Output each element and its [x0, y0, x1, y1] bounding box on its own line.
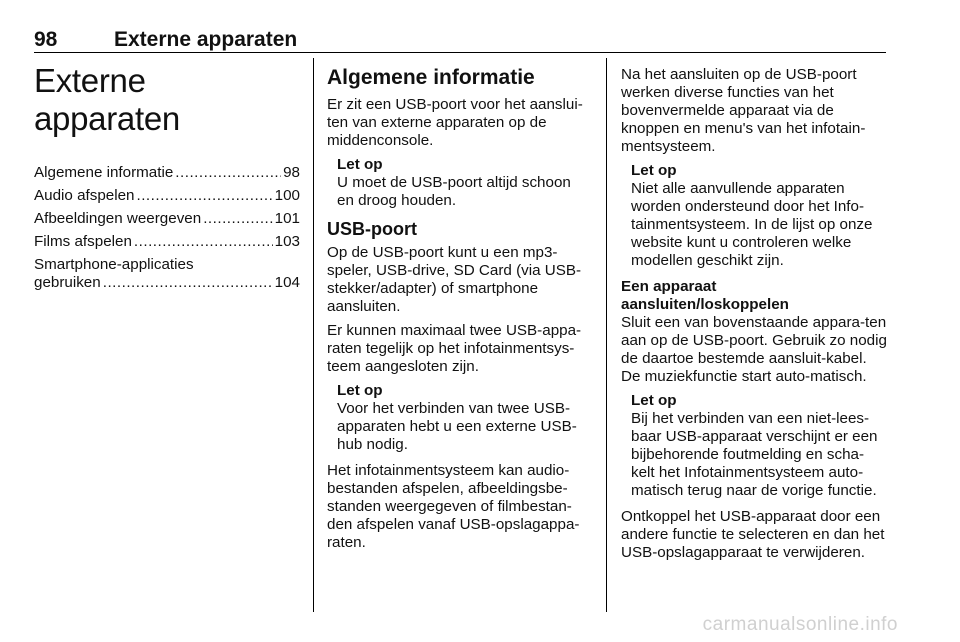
toc-entry-page: 101 — [274, 210, 300, 227]
note-text: Bij het verbinden van een niet-lees-baar USB-apparaat verschijnt er een bijbehorende foutmelding en scha-kelt het Infotainmentsysteem auto-matisch terug naar de vorige functie. — [631, 410, 878, 499]
toc-leader — [203, 210, 272, 228]
page-header — [34, 28, 886, 52]
section-heading: Algemene informatie — [327, 66, 535, 89]
chapter-title: Externe apparaten — [34, 62, 180, 137]
note-label: Let op — [337, 156, 383, 173]
toc-entry-label: Audio afspelen — [34, 187, 135, 204]
toc-entry-label: Films afspelen — [34, 233, 132, 250]
header-rule — [34, 52, 886, 53]
note-label: Let op — [631, 162, 677, 179]
toc-entry[interactable] — [34, 256, 300, 292]
running-title: Externe apparaten — [114, 28, 298, 51]
toc-entry[interactable] — [34, 164, 300, 182]
paragraph: Het infotainmentsysteem kan audio-bestanden afspelen, afbeeldingsbe-standen weergegeven of filmbestan-den afspelen vanaf USB-opslagappa-raten. — [327, 462, 580, 551]
subsection-heading: Een apparaat aansluiten/loskoppelen — [621, 278, 789, 313]
note-block — [631, 162, 887, 270]
table-of-contents — [34, 164, 300, 292]
note-text: U moet de USB-poort altijd schoon en droog houden. — [337, 174, 571, 209]
toc-entry[interactable] — [34, 233, 300, 251]
note-label: Let op — [631, 392, 677, 409]
toc-entry-page: 100 — [274, 187, 300, 204]
toc-entry-label-line2: gebruiken — [34, 274, 101, 291]
watermark: carmanualsonline.info — [702, 614, 898, 635]
column-divider — [313, 58, 314, 612]
column-2 — [327, 58, 591, 558]
toc-entry-label: Afbeeldingen weergeven — [34, 210, 202, 227]
note-block — [337, 382, 591, 454]
toc-entry-page: 103 — [274, 233, 300, 250]
paragraph: Op de USB-poort kunt u een mp3-speler, USB-drive, SD Card (via USB-stekker/adapter) of smartphone aansluiten. — [327, 244, 582, 315]
toc-entry[interactable] — [34, 187, 300, 205]
toc-leader — [136, 187, 272, 205]
page-number: 98 — [34, 28, 58, 51]
toc-entry-label-line1: Smartphone-applicaties — [34, 256, 194, 273]
toc-leader — [175, 164, 281, 182]
paragraph: Na het aansluiten op de USB-poort werken diverse functies van het bovenvermelde apparaat via de knoppen en menu's van het infotain-mentsysteem. — [621, 66, 866, 155]
paragraph: Er kunnen maximaal twee USB-appa-raten tegelijk op het infotainmentsys-teem aangesloten zijn. — [327, 322, 582, 375]
toc-entry[interactable] — [34, 210, 300, 228]
column-divider — [606, 58, 607, 612]
toc-entry-page: 98 — [283, 164, 300, 181]
column-toc — [34, 58, 300, 297]
toc-leader — [134, 233, 273, 251]
note-block — [631, 392, 887, 500]
toc-entry-label: Algemene informatie — [34, 164, 174, 181]
toc-entry-page: 104 — [274, 274, 300, 291]
note-text: Voor het verbinden van twee USB-apparaten hebt u een externe USB-hub nodig. — [337, 400, 577, 453]
note-label: Let op — [337, 382, 383, 399]
toc-leader — [103, 274, 273, 292]
paragraph: Sluit een van bovenstaande appara-ten aan op de USB-poort. Gebruik zo nodig de daartoe bestemde aansluit-kabel. De muziekfunctie start auto-matisch. — [621, 314, 887, 385]
subsection-heading: USB-poort — [327, 219, 417, 239]
paragraph: Ontkoppel het USB-apparaat door een andere functie te selecteren en dan het USB-opslagapparaat te verwijderen. — [621, 508, 885, 561]
paragraph: Er zit een USB-poort voor het aanslui-ten van externe apparaten op de middenconsole. — [327, 96, 583, 149]
note-text: Niet alle aanvullende apparaten worden ondersteund door het Info-tainmentsysteem. In de lijst op onze website kunt u controleren welke modellen geschikt zijn. — [631, 180, 873, 269]
note-block — [337, 156, 591, 210]
column-3 — [621, 58, 887, 568]
